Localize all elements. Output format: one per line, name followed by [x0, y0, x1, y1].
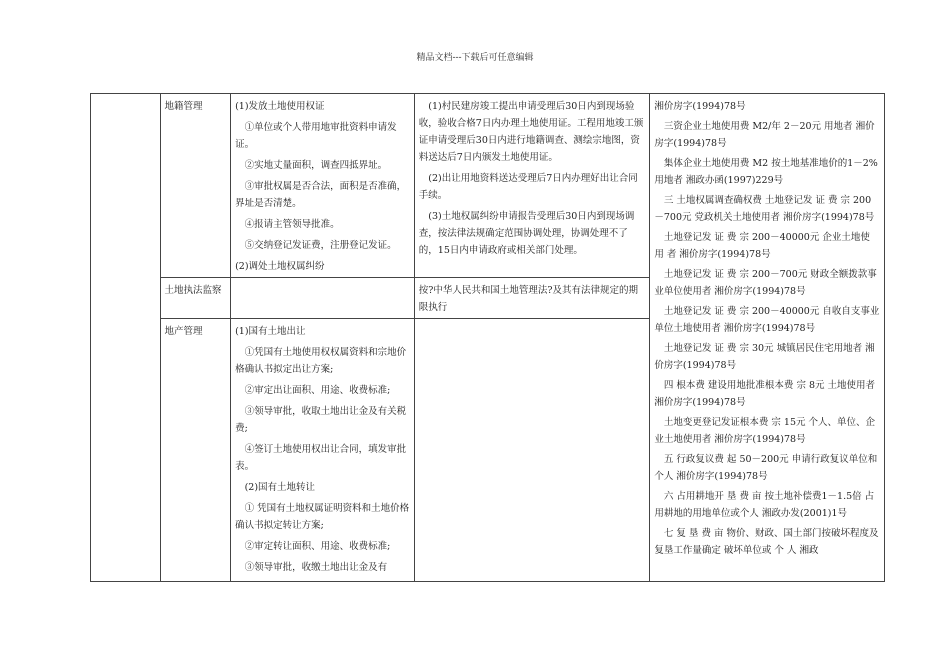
fee-line: 土地变更登记发证根本费 宗 15元 个人、单位、企业土地使用者 湘价房字(1994)78号 [654, 417, 876, 445]
time-limit-cell [414, 278, 650, 319]
fee-line: 土地登记发 证 费 宗 200－40000元 企业土地使 用 者 湘价房字(1994)78号 [654, 232, 870, 260]
procedure-line: (1)发放土地使用权证 [235, 101, 325, 112]
procedure-line: ③领导审批，收缴土地出让金及有 [244, 562, 388, 573]
fee-cell [650, 94, 885, 582]
fee-line: 三资企业土地使用费 M2/年 2－20元 用地者 湘价房字(1994)78号 [654, 121, 875, 149]
time-limit-cell [414, 94, 650, 278]
procedure-line: ① 凭国有土地权属证明资料和土地价格确认书拟定转让方案; [235, 503, 410, 531]
procedure-line: ④报请主管领导批准。 [244, 219, 340, 230]
procedure-line: ③领导审批，收取土地出让金及有关税费; [235, 406, 407, 434]
fee-line: 土地登记发 证 费 宗 30元 城镇居民住宅用地者 湘价房字(1994)78号 [654, 343, 875, 371]
procedure-line: ④签订土地使用权出让合同，填发审批表。 [235, 444, 407, 472]
fee-line: 土地登记发 证 费 宗 200－40000元 自收自支事业单位土地使用者 湘价房字(1994)78号 [654, 306, 880, 334]
procedure-cell [231, 94, 415, 278]
fee-line: 湘价房字(1994)78号 [654, 101, 746, 112]
page-header: 精品文档---下载后可任意编辑 [416, 53, 534, 63]
fee-line: 四 根本费 建设用地批准根本费 宗 8元 土地使用者 湘价房字(1994)78号 [654, 380, 876, 408]
procedure-line: ②实地丈量面积，调查四抵界址。 [244, 160, 388, 171]
time-limit-line: (1)村民建房竣工提出申请受理后30日内到现场验收，验收合格7日内办理土地使用证。工程用地竣工颁证申请受理后30日内进行地籍调查、测绘宗地图，资料送达后7日内颁发土地使用证。 [418, 101, 644, 163]
fee-line: 土地登记发 证 费 宗 200－700元 财政全额拨款事业单位使用者 湘价房字(1994)78号 [654, 269, 877, 297]
procedure-line: ③审批权属是否合法，面积是否准确，界址是否清楚。 [235, 181, 407, 209]
fee-line: 七 复 垦 费 亩 物价、财政、国土部门按破坏程度及复垦工作量确定 破坏单位或 个 人 湘政 [654, 528, 879, 556]
procedure-cell [231, 278, 415, 319]
table-row [91, 94, 885, 278]
procedure-line: (2)国有土地转让 [244, 482, 316, 493]
category-cell: 地产管理 [160, 319, 231, 582]
time-limit-line: (3)土地权属纠纷申请报告受理后30日内到现场调查，按法律法规确定范围协调处理，协调处理不了的，15日内申请政府或相关部门处理。 [418, 211, 635, 256]
procedure-line: ⑤交纳登记发证费，注册登记发证。 [244, 240, 397, 251]
time-limit-line: 按?中华人民共和国土地管理法?及其有法律规定的期限执行 [418, 285, 638, 313]
procedure-line: ①单位或个人带用地审批资料申请发证。 [235, 122, 397, 150]
procedure-line: (2)调处土地权属纠纷 [235, 261, 325, 272]
admin-procedures-table [90, 93, 885, 582]
fee-line: 三 土地权属调查确权费 土地登记发 证 费 宗 200－700元 党政机关土地使用者 湘价房字(1994)78号 [654, 195, 875, 223]
category-cell: 土地执法监察 [160, 278, 231, 319]
fee-line: 五 行政复议费 起 50－200元 申请行政复议单位和个人 湘价房字(1994)78号 [654, 454, 878, 482]
time-limit-line: (2)出让用地资料送达受理后7日内办理好出让合同手续。 [418, 173, 638, 201]
procedure-cell [231, 319, 415, 582]
fee-line: 集体企业土地使用费 M2 按土地基准地价的1－2% 用地者 湘政办函(1997)229号 [654, 158, 878, 186]
blank-cell [91, 94, 161, 582]
procedure-line: (1)国有土地出让 [235, 326, 306, 337]
fee-line: 六 占用耕地开 垦 费 亩 按土地补偿费1－1.5倍 占用耕地的用地单位或个人 湘政办发(2001)1号 [654, 491, 875, 519]
procedure-line: ②审定出让面积、用途、收费标准; [244, 385, 391, 396]
procedure-line: ②审定转让面积、用途、收费标准; [244, 541, 391, 552]
category-cell: 地籍管理 [160, 94, 231, 278]
time-limit-cell [414, 319, 650, 582]
procedure-line: ①凭国有土地使用权权属资料和宗地价格确认书拟定出让方案; [235, 347, 407, 375]
